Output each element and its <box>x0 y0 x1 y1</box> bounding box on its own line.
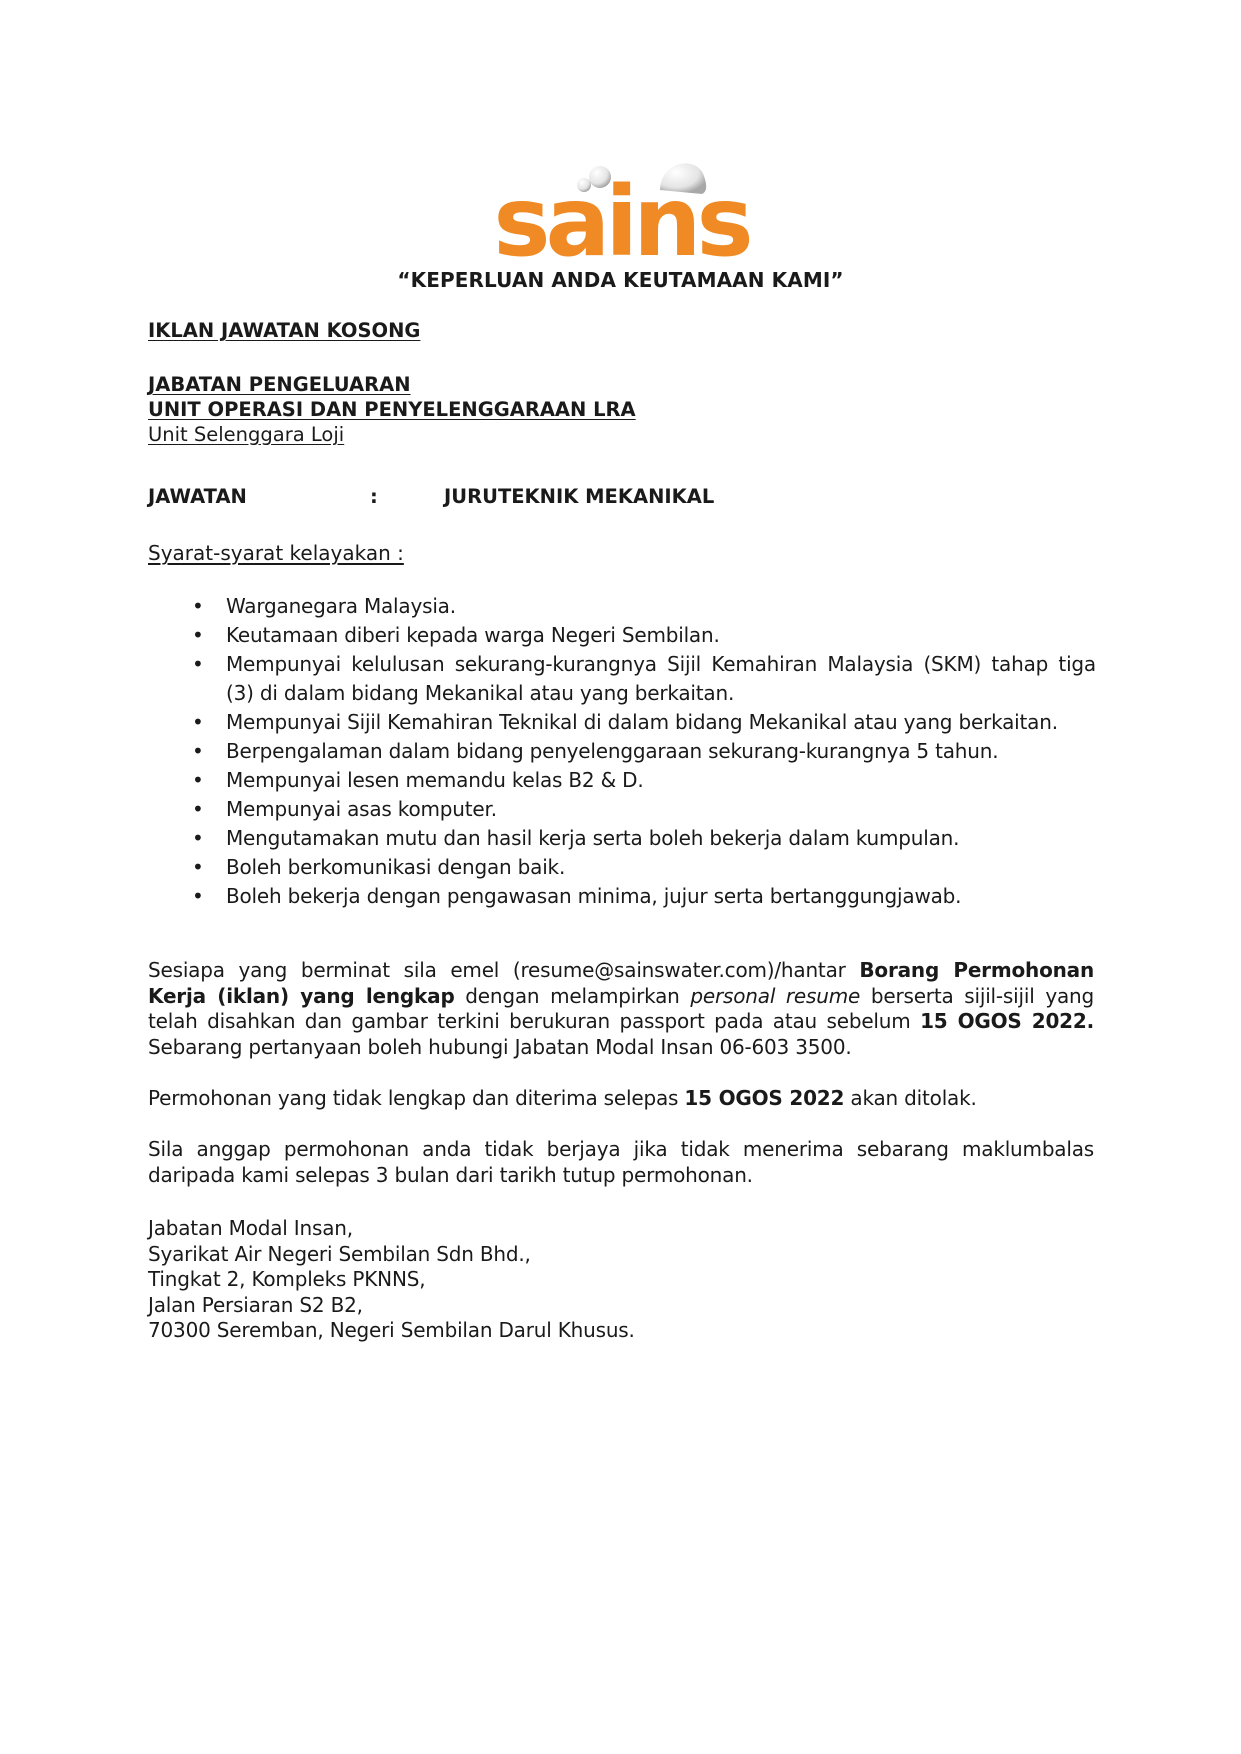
form-name: Borang Permohonan Kerja (iklan) yang lengkap <box>148 958 1094 1008</box>
address-line: Jabatan Modal Insan, <box>148 1216 353 1240</box>
company-slogan: “KEPERLUAN ANDA KEUTAMAAN KAMI” <box>397 268 844 292</box>
address-line: 70300 Seremban, Negeri Sembilan Darul Khusus. <box>148 1318 635 1343</box>
instr-text: Sesiapa yang berminat sila emel (resume@sainswater.com)/hantar <box>148 958 860 982</box>
requirement-item: • Mempunyai lesen memandu kelas B2 & D. <box>226 766 1096 795</box>
rejection-notice <box>148 1086 1094 1112</box>
subunit-name: Unit Selenggara Loji <box>148 423 345 446</box>
position-title: JURUTEKNIK MEKANIKAL <box>444 485 715 508</box>
closing-date: 15 OGOS 2022 <box>684 1086 845 1110</box>
sains-logo <box>490 148 752 278</box>
unit-name: UNIT OPERASI DAN PENYELENGGARAAN LRA <box>148 398 636 421</box>
requirement-item: • Warganegara Malaysia. <box>226 592 1096 621</box>
requirement-item: • Berpengalaman dalam bidang penyelenggaraan sekurang-kurangnya 5 tahun. <box>226 737 1096 766</box>
logo-wordmark: sains <box>493 166 749 278</box>
department-name: JABATAN PENGELUARAN <box>148 373 411 396</box>
requirement-item: • Mempunyai Sijil Kemahiran Teknikal di dalam bidang Mekanikal atau yang berkaitan. <box>226 708 1096 737</box>
closing-date: 15 OGOS 2022. <box>920 1009 1094 1033</box>
ad-heading: IKLAN JAWATAN KOSONG <box>148 319 421 342</box>
requirements-list <box>226 592 1096 911</box>
requirement-item: • Mengutamakan mutu dan hasil kerja serta boleh bekerja dalam kumpulan. <box>226 824 1096 853</box>
instr-italic: personal resume <box>690 983 861 1008</box>
instr-text: berserta sijil-sijil yang telah disahkan dan gambar terkini berukuran passport pada atau sebelum <box>148 983 1094 1033</box>
requirement-item: • Mempunyai asas komputer. <box>226 795 1096 824</box>
notice-text: akan ditolak. <box>844 1086 977 1110</box>
address-line: Tingkat 2, Kompleks PKNNS, <box>148 1267 426 1292</box>
no-response-notice: Sila anggap permohonan anda tidak berjaya jika tidak menerima sebarang maklumbalas daripada kami selepas 3 bulan dari tarikh tutup permohonan. <box>148 1137 1094 1187</box>
requirements-title: Syarat-syarat kelayakan : <box>148 541 404 565</box>
instr-text: dengan melampirkan <box>454 983 691 1008</box>
position-separator: : <box>370 485 378 508</box>
requirement-item: • Boleh berkomunikasi dengan baik. <box>226 853 1096 882</box>
instr-text: Sebarang pertanyaan boleh hubungi Jabatan Modal Insan 06-603 3500. <box>148 1034 852 1059</box>
position-label: JAWATAN <box>148 485 247 508</box>
address-line: Jalan Persiaran S2 B2, <box>148 1292 363 1317</box>
requirement-item: • Mempunyai kelulusan sekurang-kurangnya Sijil Kemahiran Malaysia (SKM) tahap tiga (3) di dalam bidang Mekanikal atau yang berkaitan. <box>226 650 1096 708</box>
application-instructions <box>148 958 1094 1060</box>
company-address <box>148 1216 635 1344</box>
requirement-item: • Boleh bekerja dengan pengawasan minima, jujur serta bertanggungjawab. <box>226 882 1096 911</box>
notice-text: Permohonan yang tidak lengkap dan diterima selepas <box>148 1086 685 1110</box>
address-line: Syarikat Air Negeri Sembilan Sdn Bhd., <box>148 1241 531 1266</box>
requirement-item: • Keutamaan diberi kepada warga Negeri Sembilan. <box>226 621 1096 650</box>
